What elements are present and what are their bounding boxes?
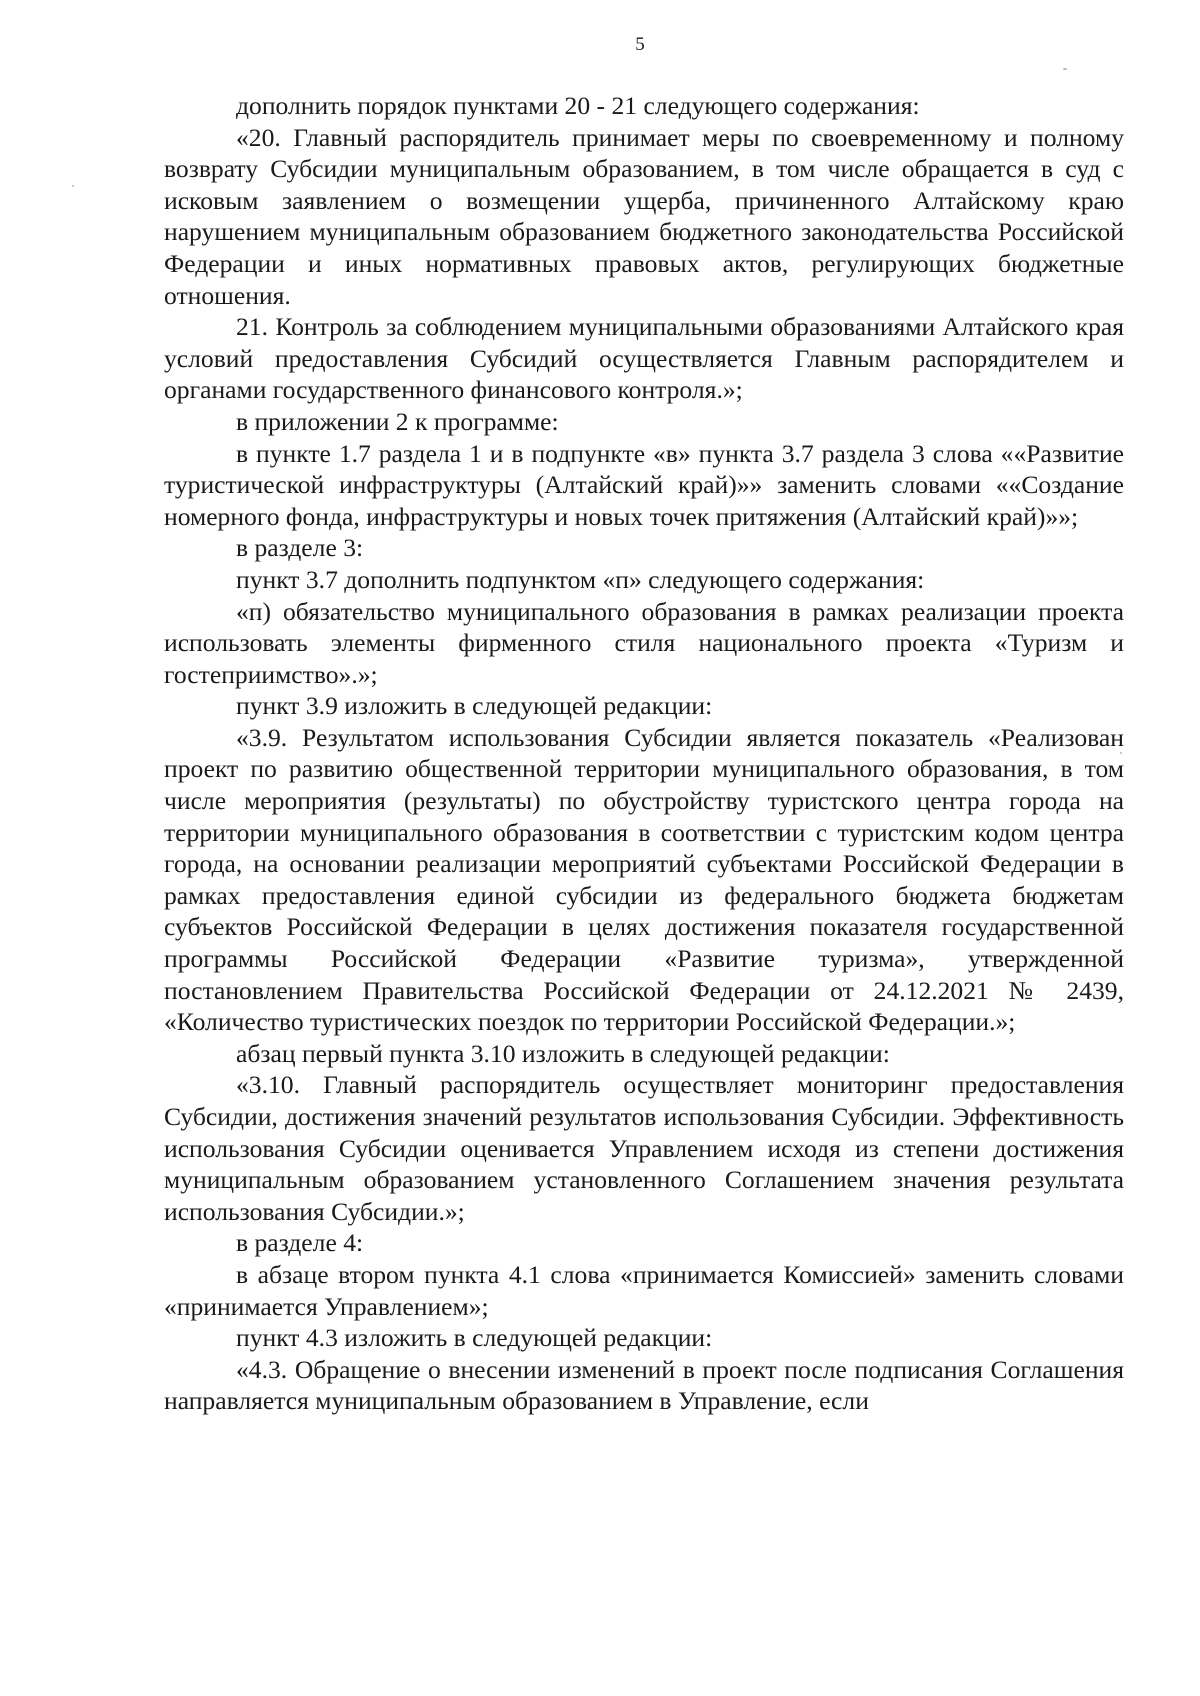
paragraph: в абзаце втором пункта 4.1 слова «принимается Комиссией» заменить словами «принимается Управлением»; [164,1259,1124,1321]
paragraph: пункт 3.7 дополнить подпунктом «п» следующего содержания: [236,564,925,594]
document-body [164,90,1124,1417]
paragraph: в разделе 4: [236,1228,364,1258]
paragraph: пункт 3.9 изложить в следующей редакции: [236,691,713,721]
paragraph: в разделе 3: [236,533,364,563]
page-number: 5 [635,34,645,55]
paragraph: в приложении 2 к программе: [236,406,559,436]
paragraph: дополнить порядок пунктами 20 - 21 следующего содержания: [236,91,920,120]
scan-speck [72,185,74,187]
paragraph: 21. Контроль за соблюдением муниципальными образованиями Алтайского края условий предоставления Субсидий осуществляется Главным распорядителем и органами государственного финансового контроля.»; [164,312,1124,405]
paragraph: «п) обязательство муниципального образования в рамках реализации проекта использовать элементы фирменного стиля национального проекта «Туризм и гостеприимство».»; [164,596,1124,689]
paragraph: «4.3. Обращение о внесении изменений в проект после подписания Соглашения направляется муниципальным образованием в Управление, если [164,1354,1124,1416]
paragraph: «3.9. Результатом использования Субсидии является показатель «Реализован проект по развитию общественной территории муниципального образования, в том числе мероприятия (результаты) по обустройству туристского центра города на территории муниципального образования в соответствии с туристским кодом центра города, на основании реализации мероприятий субъектами Российской Федерации в рамках предоставления единой субсидии из федерального бюджета бюджетам субъектов Российской Федерации в целях достижения показателя государственной программы Российской Федерации «Развитие туризма», утвержденной постановлением Правительства Российской Федерации от 24.12.2021 № 2439, «Количество туристических поездок по территории Российской Федерации.»; [164,722,1124,1037]
paragraph: «3.10. Главный распорядитель осуществляет мониторинг предоставления Субсидии, достижения значений результатов использования Субсидии. Эффективность использования Субсидии оценивается Управлением исходя из степени достижения муниципальным образованием установленного Соглашением значения результата использования Субсидии.»; [164,1070,1124,1226]
paragraph: абзац первый пункта 3.10 изложить в следующей редакции: [236,1038,890,1068]
paragraph: в пункте 1.7 раздела 1 и в подпункте «в» пункта 3.7 раздела 3 слова ««Развитие туристической инфраструктуры (Алтайский край)»» заменить словами ««Создание номерного фонда, инфраструктуры и новых точек притяжения (Алтайский край)»»; [164,438,1124,531]
paragraph: «20. Главный распорядитель принимает меры по своевременному и полному возврату Субсидии муниципальным образованием, в том числе обращается в суд с исковым заявлением о возмещении ущерба, причиненного Алтайскому краю нарушением муниципальным образованием бюджетного законодательства Российской Федерации и иных нормативных правовых актов, регулирующих бюджетные отношения. [164,122,1124,310]
paragraph: пункт 4.3 изложить в следующей редакции: [236,1323,713,1353]
scan-speck [1063,68,1067,70]
